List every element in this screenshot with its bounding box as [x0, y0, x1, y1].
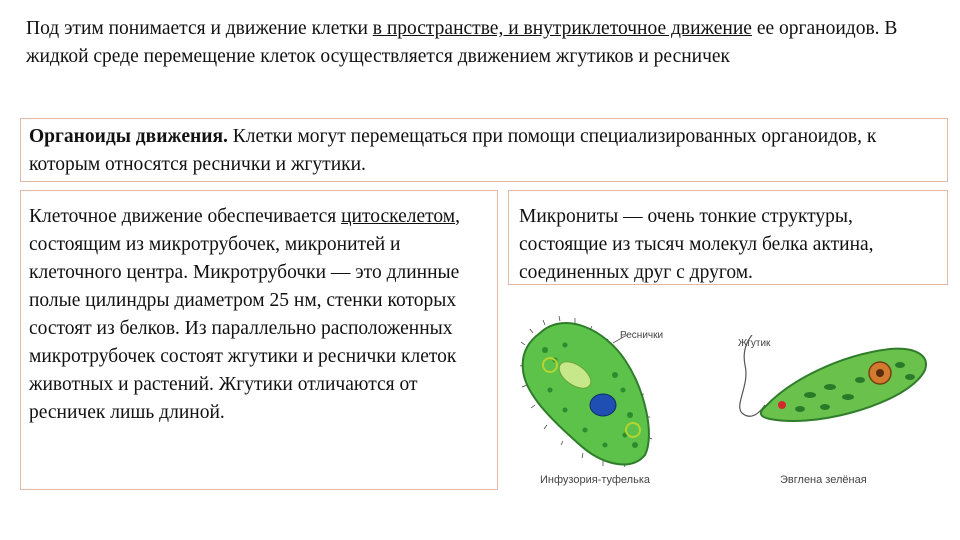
- microfilaments-box: [508, 190, 948, 285]
- intro-text-1: Под этим понимается и движение клетки: [26, 18, 373, 39]
- euglena-caption: Эвглена зелёная: [780, 474, 867, 486]
- organoids-box: [20, 118, 948, 182]
- paramecium-label: Реснички: [620, 330, 664, 341]
- paramecium-caption: Инфузория-туфелька: [540, 474, 650, 486]
- intro-text-underlined: в пространстве, и внутриклеточное движение: [372, 18, 752, 39]
- paramecium-body: [523, 323, 649, 464]
- euglena-label: Жгутик: [738, 338, 771, 349]
- eyespot: [778, 401, 786, 409]
- euglena-nucleolus: [876, 369, 884, 377]
- organoids-text: Клетки могут перемещаться при помощи специализированных органоидов, к которым относятся реснички и жгутики.: [29, 126, 877, 175]
- intro-paragraph: [26, 15, 936, 71]
- euglena-body: [761, 349, 926, 421]
- cytoskeleton-text-2: , состоящим из микротрубочек, микронитей и клеточного центра. Микротрубочки — это длинные полые цилиндры диаметром 25 нм, стенки которых состоят из белков. Из параллельно расположенных микротрубочек состоят жгутики и реснички клеток животных и растений. Жгутики отличаются от ресничек лишь длиной.: [29, 206, 460, 423]
- organoids-heading: Органоиды движения.: [29, 126, 228, 147]
- intro-text-2: ее органоидов. В жидкой среде перемещение клеток осуществляется движением жгутиков и ресничек: [26, 18, 898, 67]
- euglena-illustration: [720, 335, 940, 430]
- microfilaments-text: Микрониты — очень тонкие структуры, состоящие из тысяч молекул белка актина, соединенных друг с другом.: [519, 206, 874, 283]
- cytoskeleton-link: цитоскелетом: [341, 206, 456, 227]
- macronucleus: [590, 394, 616, 416]
- cytoskeleton-text-1: Клеточное движение обеспечивается: [29, 206, 342, 227]
- cytoskeleton-box: [20, 190, 498, 490]
